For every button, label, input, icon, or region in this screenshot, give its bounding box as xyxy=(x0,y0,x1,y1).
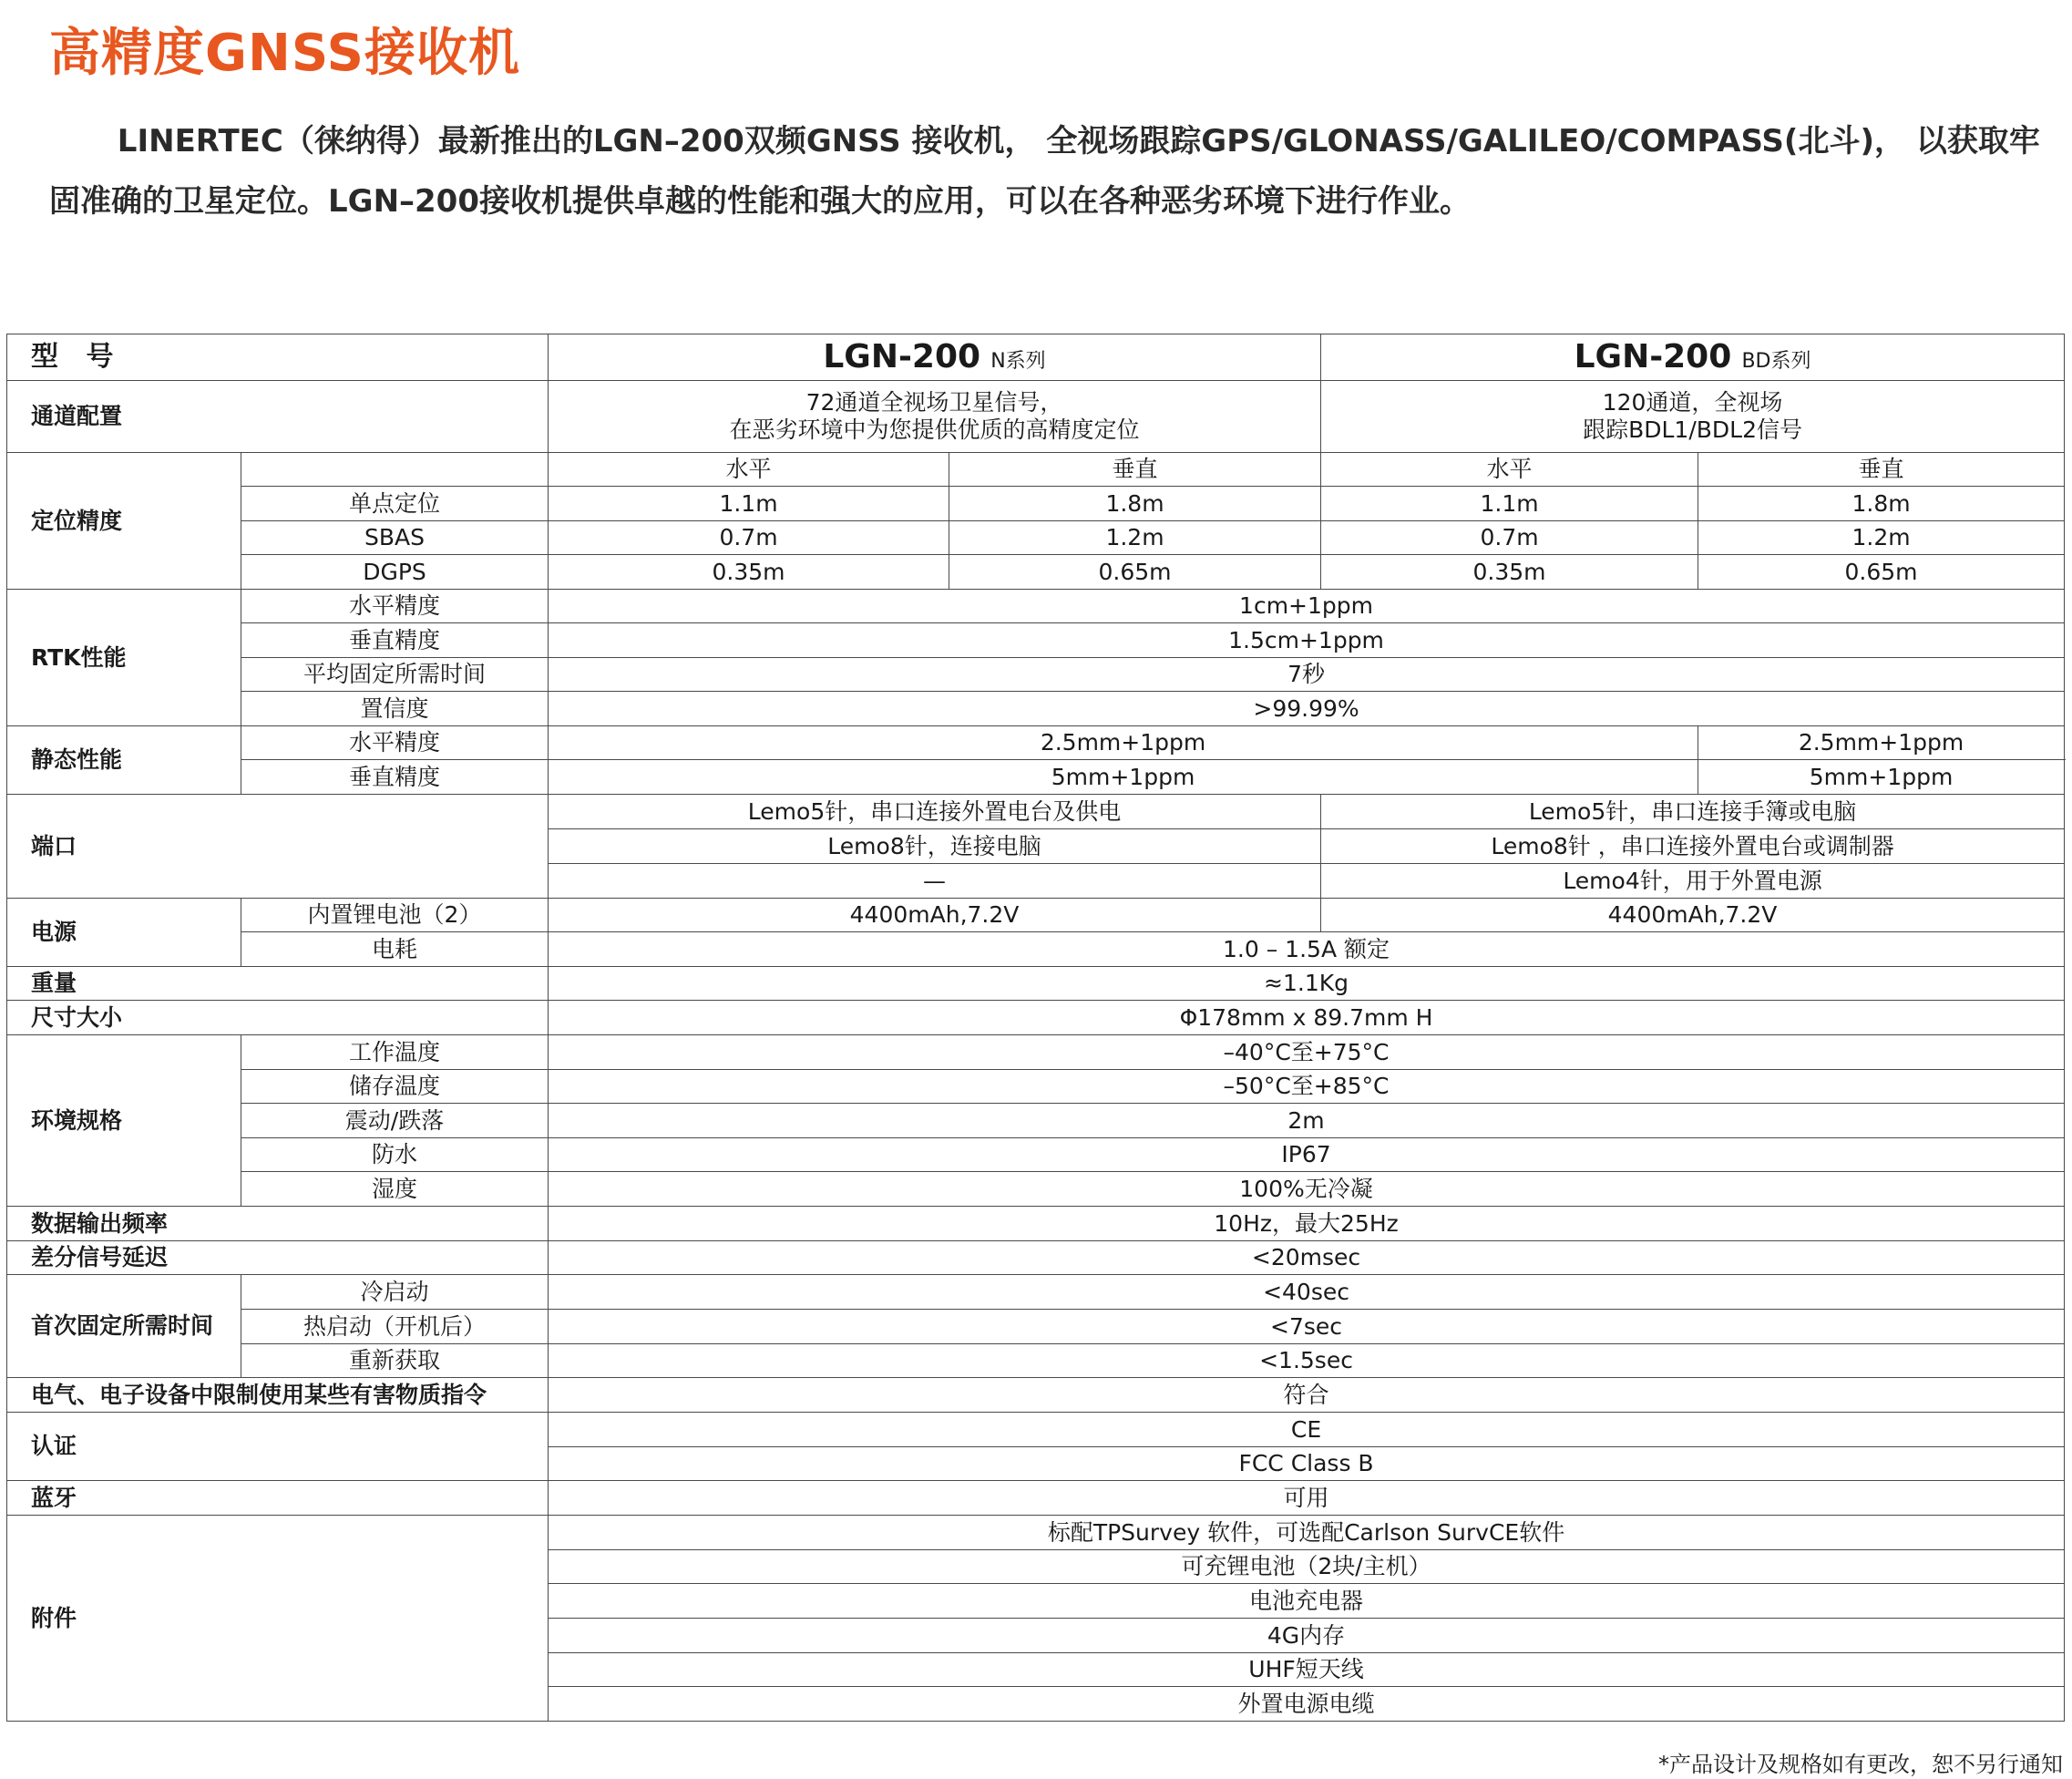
accessory-item: 可充锂电池（2块/主机） xyxy=(549,1550,2065,1584)
positioning-blank xyxy=(241,453,549,487)
model-bd-name: LGN-200 xyxy=(1574,338,1732,376)
environment-row-name: 震动/跌落 xyxy=(241,1104,549,1138)
positioning-value: 0.65m xyxy=(949,555,1321,590)
table-row xyxy=(7,932,2065,967)
channel-n-line2: 在恶劣环境中为您提供优质的高精度定位 xyxy=(729,416,1140,443)
environment-label: 环境规格 xyxy=(7,1035,241,1207)
table-row xyxy=(7,726,2065,760)
size-label: 尺寸大小 xyxy=(7,1001,549,1035)
table-row xyxy=(7,555,2065,590)
table-row xyxy=(7,487,2065,521)
positioning-value: 1.2m xyxy=(949,521,1321,555)
spec-table xyxy=(6,334,2065,1722)
environment-row-name: 储存温度 xyxy=(241,1070,549,1104)
rohs-value: 符合 xyxy=(549,1378,2065,1413)
positioning-value: 0.35m xyxy=(1321,555,1698,590)
positioning-row-name: DGPS xyxy=(241,555,549,590)
positioning-bd-vertical: 垂直 xyxy=(1698,453,2065,487)
environment-value: –50°C至+85°C xyxy=(549,1070,2065,1104)
positioning-value: 0.65m xyxy=(1698,555,2065,590)
static-value-bd: 2.5mm+1ppm xyxy=(1698,726,2065,760)
rtk-row-name: 水平精度 xyxy=(241,590,549,623)
port-bd: Lemo8针 ，串口连接外置电台或调制器 xyxy=(1321,829,2065,864)
port-bd: Lemo5针，串口连接手簿或电脑 xyxy=(1321,795,2065,829)
static-value-n: 2.5mm+1ppm xyxy=(549,726,1698,760)
rtk-value: >99.99% xyxy=(549,692,2065,726)
static-value-n: 5mm+1ppm xyxy=(549,760,1698,795)
diff-delay-value: <20msec xyxy=(549,1241,2065,1275)
positioning-n-vertical: 垂直 xyxy=(949,453,1321,487)
positioning-value: 1.2m xyxy=(1698,521,2065,555)
accessory-item: UHF短天线 xyxy=(549,1653,2065,1687)
rtk-row-name: 垂直精度 xyxy=(241,623,549,658)
positioning-value: 1.8m xyxy=(1698,487,2065,521)
environment-row-name: 工作温度 xyxy=(241,1035,549,1070)
positioning-row-name: 单点定位 xyxy=(241,487,549,521)
table-row xyxy=(7,1275,2065,1310)
static-row-name: 水平精度 xyxy=(241,726,549,760)
table-row xyxy=(7,760,2065,795)
environment-value: 2m xyxy=(549,1104,2065,1138)
table-row xyxy=(7,1138,2065,1172)
bluetooth-value: 可用 xyxy=(549,1481,2065,1516)
positioning-label: 定位精度 xyxy=(7,453,241,590)
positioning-n-horizontal: 水平 xyxy=(549,453,949,487)
table-row xyxy=(7,1481,2065,1516)
table-row xyxy=(7,381,2065,453)
page-title: 高精度GNSS接收机 xyxy=(49,24,520,83)
certification-value: FCC Class B xyxy=(549,1447,2065,1481)
channel-label: 通道配置 xyxy=(7,381,549,453)
table-row xyxy=(7,795,2065,829)
table-row xyxy=(7,1035,2065,1070)
port-n: Lemo5针，串口连接外置电台及供电 xyxy=(549,795,1321,829)
channel-bd-line2: 跟踪BDL1/BDL2信号 xyxy=(1583,416,1802,443)
model-bd-header xyxy=(1321,334,2065,381)
accessory-item: 标配TPSurvey 软件，可选配Carlson SurvCE软件 xyxy=(549,1516,2065,1550)
table-header-row xyxy=(7,334,2065,381)
first-fix-value: <40sec xyxy=(549,1275,2065,1310)
positioning-value: 1.1m xyxy=(1321,487,1698,521)
certification-label: 认证 xyxy=(7,1413,549,1481)
rtk-label: RTK性能 xyxy=(7,590,241,726)
channel-bd xyxy=(1321,381,2065,453)
first-fix-row-name: 重新获取 xyxy=(241,1344,549,1378)
output-rate-value: 10Hz，最大25Hz xyxy=(549,1207,2065,1241)
model-label: 型 号 xyxy=(7,334,549,381)
size-value: Φ178mm x 89.7mm H xyxy=(549,1001,2065,1035)
port-bd: Lemo4针，用于外置电源 xyxy=(1321,864,2065,899)
table-row xyxy=(7,1378,2065,1413)
table-row xyxy=(7,1172,2065,1207)
footnote: *产品设计及规格如有更改，恕不另行通知 xyxy=(1658,1752,2063,1777)
port-n: Lemo8针，连接电脑 xyxy=(549,829,1321,864)
model-n-name: LGN-200 xyxy=(823,338,981,376)
positioning-value: 0.35m xyxy=(549,555,949,590)
table-row xyxy=(7,1070,2065,1104)
rtk-value: 7秒 xyxy=(549,658,2065,692)
first-fix-label: 首次固定所需时间 xyxy=(7,1275,241,1378)
static-label: 静态性能 xyxy=(7,726,241,795)
first-fix-row-name: 热启动（开机后） xyxy=(241,1310,549,1344)
power-battery-n: 4400mAh,7.2V xyxy=(549,899,1321,932)
table-row xyxy=(7,1413,2065,1447)
rtk-row-name: 平均固定所需时间 xyxy=(241,658,549,692)
weight-value: ≈1.1Kg xyxy=(549,967,2065,1001)
intro-paragraph xyxy=(49,111,2054,231)
table-row xyxy=(7,658,2065,692)
table-row xyxy=(7,1310,2065,1344)
table-row xyxy=(7,623,2065,658)
first-fix-value: <1.5sec xyxy=(549,1344,2065,1378)
table-row xyxy=(7,899,2065,932)
channel-n-line1: 72通道全视场卫星信号， xyxy=(805,389,1063,416)
ports-label: 端口 xyxy=(7,795,549,899)
power-consumption-value: 1.0 – 1.5A 额定 xyxy=(549,932,2065,967)
table-row xyxy=(7,692,2065,726)
power-consumption-name: 电耗 xyxy=(241,932,549,967)
accessory-item: 4G内存 xyxy=(549,1619,2065,1653)
power-battery-name: 内置锂电池（2） xyxy=(241,899,549,932)
table-row xyxy=(7,590,2065,623)
table-row xyxy=(7,521,2065,555)
positioning-value: 1.1m xyxy=(549,487,949,521)
positioning-value: 0.7m xyxy=(549,521,949,555)
environment-value: 100%无冷凝 xyxy=(549,1172,2065,1207)
table-row xyxy=(7,1344,2065,1378)
static-value-bd: 5mm+1ppm xyxy=(1698,760,2065,795)
model-bd-series: BD系列 xyxy=(1741,350,1811,374)
positioning-value: 0.7m xyxy=(1321,521,1698,555)
positioning-row-name: SBAS xyxy=(241,521,549,555)
model-n-series: N系列 xyxy=(990,350,1046,374)
rtk-value: 1cm+1ppm xyxy=(549,590,2065,623)
bluetooth-label: 蓝牙 xyxy=(7,1481,549,1516)
rtk-row-name: 置信度 xyxy=(241,692,549,726)
environment-row-name: 湿度 xyxy=(241,1172,549,1207)
intro-text: LINERTEC（徕纳得）最新推出的LGN–200双频GNSS 接收机， 全视场跟踪GPS/GLONASS/GALILEO/COMPASS(北斗)， 以获取牢固准确的卫星定位。LGN–200接收机提供卓越的性能和强大的应用，可以在各种恶劣环境下进行作业。 xyxy=(49,123,2040,220)
positioning-bd-horizontal: 水平 xyxy=(1321,453,1698,487)
table-row xyxy=(7,1516,2065,1550)
table-row xyxy=(7,1104,2065,1138)
static-row-name: 垂直精度 xyxy=(241,760,549,795)
environment-row-name: 防水 xyxy=(241,1138,549,1172)
channel-bd-line1: 120通道，全视场 xyxy=(1602,389,1783,416)
table-row xyxy=(7,1001,2065,1035)
first-fix-value: <7sec xyxy=(549,1310,2065,1344)
table-row xyxy=(7,1241,2065,1275)
table-row xyxy=(7,967,2065,1001)
table-row xyxy=(7,1207,2065,1241)
environment-value: –40°C至+75°C xyxy=(549,1035,2065,1070)
diff-delay-label: 差分信号延迟 xyxy=(7,1241,549,1275)
table-row xyxy=(7,453,2065,487)
output-rate-label: 数据输出频率 xyxy=(7,1207,549,1241)
accessory-item: 外置电源电缆 xyxy=(549,1687,2065,1722)
environment-value: IP67 xyxy=(549,1138,2065,1172)
positioning-value: 1.8m xyxy=(949,487,1321,521)
model-n-header xyxy=(549,334,1321,381)
accessory-item: 电池充电器 xyxy=(549,1584,2065,1619)
accessories-label: 附件 xyxy=(7,1516,549,1722)
rtk-value: 1.5cm+1ppm xyxy=(549,623,2065,658)
power-battery-bd: 4400mAh,7.2V xyxy=(1321,899,2065,932)
channel-n xyxy=(549,381,1321,453)
weight-label: 重量 xyxy=(7,967,549,1001)
certification-value: CE xyxy=(549,1413,2065,1447)
port-n: — xyxy=(549,864,1321,899)
power-label: 电源 xyxy=(7,899,241,967)
rohs-label: 电气、电子设备中限制使用某些有害物质指令 xyxy=(7,1378,549,1413)
first-fix-row-name: 冷启动 xyxy=(241,1275,549,1310)
